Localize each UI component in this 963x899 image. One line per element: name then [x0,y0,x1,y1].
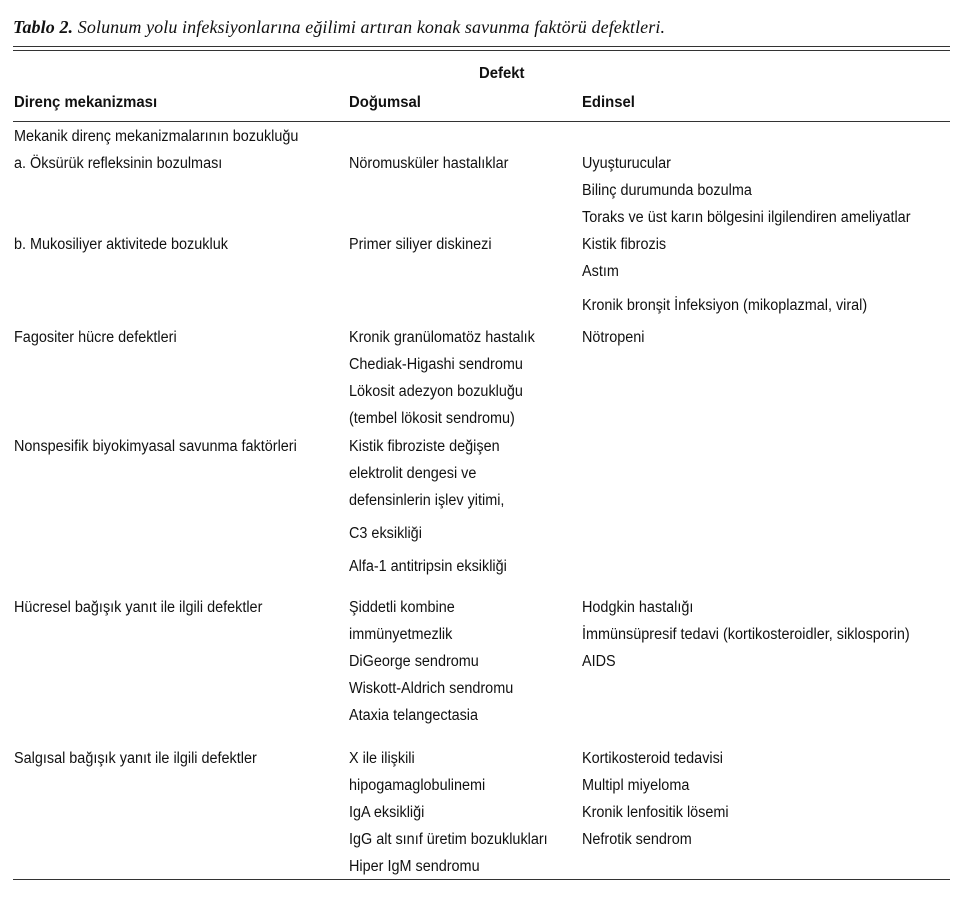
cell-text: IgA eksikliği [349,804,425,821]
row-humoral: Salgısal bağışık yanıt ile ilgili defektler [14,750,257,767]
cell-text: AIDS [582,653,616,670]
cell-text: Kronik bronşit İnfeksiyon (mikoplazmal, viral) [582,297,868,314]
bottom-rule [13,879,950,880]
cell-text: Nöromusküler hastalıklar [349,155,509,172]
cell-text: Şiddetli kombine [349,599,455,616]
cell-text: DiGeorge sendromu [349,653,479,670]
cell-text: Nefrotik sendrom [582,831,692,848]
cell-text: İmmünsüpresif tedavi (kortikosteroidler, siklosporin) [582,626,910,643]
row-cellular: Hücresel bağışık yanıt ile ilgili defektler [14,599,263,616]
cell-text: Nötropeni [582,329,645,346]
cell-text: Toraks ve üst karın bölgesini ilgilendiren ameliyatlar [582,209,911,226]
cell-text: Primer siliyer diskinezi [349,236,492,253]
cell-text: defensinlerin işlev yitimi, [349,492,505,509]
cell-text: Ataxia telangectasia [349,707,479,724]
cell-text: Alfa-1 antitripsin eksikliği [349,558,507,575]
row-mechanical-title: Mekanik direnç mekanizmalarının bozukluğu [14,128,299,145]
row-cough-reflex: a. Öksürük refleksinin bozulması [14,155,223,172]
cell-text: hipogamaglobulinemi [349,777,486,794]
top-rule-1 [13,46,950,47]
table-caption [13,17,665,38]
row-nonspecific: Nonspesifik biyokimyasal savunma faktörleri [14,438,297,455]
cell-text: Kronik granülomatöz hastalık [349,329,535,346]
cell-text: Kistik fibroziste değişen [349,438,500,455]
cell-text: IgG alt sınıf üretim bozuklukları [349,831,548,848]
header-rule [13,121,950,122]
table-number: Tablo 2. [13,17,74,37]
cell-text: Lökosit adezyon bozukluğu [349,383,523,400]
table-title: Solunum yolu infeksiyonlarına eğilimi artıran konak savunma faktörü defektleri. [77,17,666,37]
header-group-defekt: Defekt [479,65,525,82]
cell-text: (tembel lökosit sendromu) [349,410,515,427]
top-rule-2 [13,50,950,51]
cell-text: X ile ilişkili [349,750,415,767]
row-mucociliary: b. Mukosiliyer aktivitede bozukluk [14,236,228,253]
cell-text: Bilinç durumunda bozulma [582,182,752,199]
header-acquired: Edinsel [582,94,635,111]
cell-text: elektrolit dengesi ve [349,465,477,482]
cell-text: Kistik fibrozis [582,236,667,253]
cell-text: Multipl miyeloma [582,777,690,794]
cell-text: Hodgkin hastalığı [582,599,694,616]
header-resistance: Direnç mekanizması [14,94,158,111]
cell-text: Uyuşturucular [582,155,671,172]
cell-text: Astım [582,263,619,280]
cell-text: Kronik lenfositik lösemi [582,804,729,821]
header-congenital: Doğumsal [349,94,421,111]
cell-text: Hiper IgM sendromu [349,858,480,875]
cell-text: Chediak-Higashi sendromu [349,356,523,373]
row-phagocyte: Fagositer hücre defektleri [14,329,177,346]
cell-text: Kortikosteroid tedavisi [582,750,724,767]
cell-text: Wiskott-Aldrich sendromu [349,680,514,697]
cell-text: C3 eksikliği [349,525,422,542]
cell-text: immünyetmezlik [349,626,453,643]
